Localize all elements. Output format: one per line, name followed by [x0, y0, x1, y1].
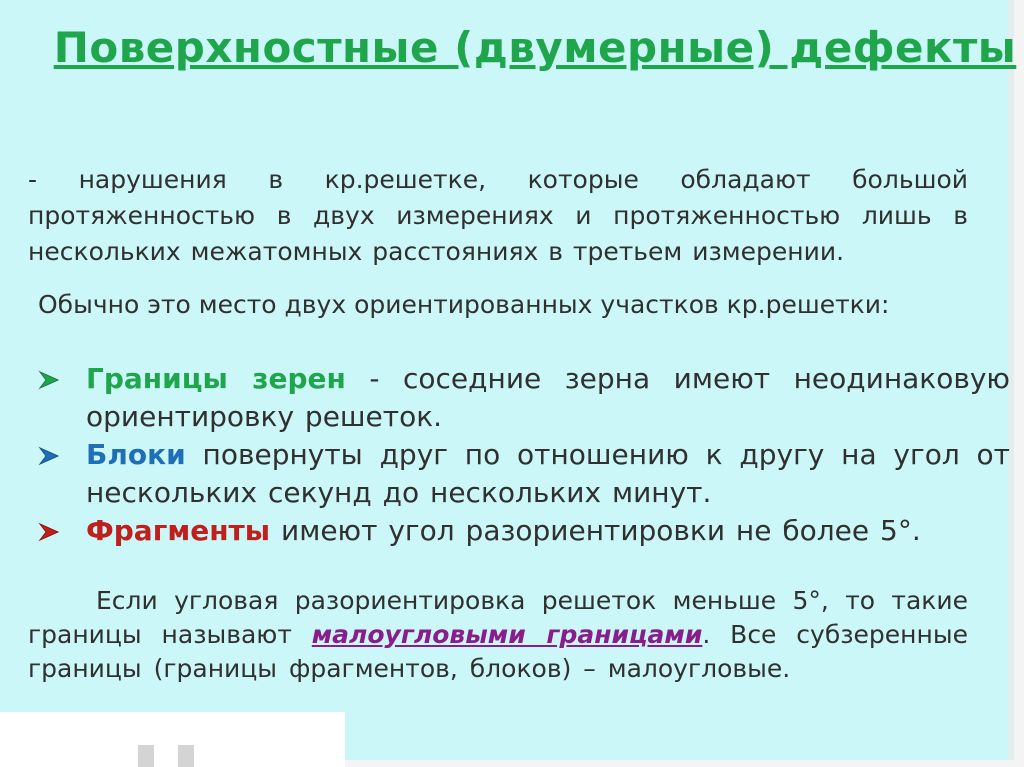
gray-square	[138, 745, 154, 767]
term-grain-boundaries: Границы зерен	[86, 362, 346, 395]
term-blocks: Блоки	[86, 438, 186, 471]
note-text-part2: . Все субзеренные границы (границы фрагментов, блоков) – малоугловые.	[28, 620, 968, 683]
arrow-bullet-icon	[38, 446, 60, 466]
list-item-grain-boundaries	[38, 360, 1010, 436]
desc-blocks: повернуты друг по отношению к другу на угол от нескольких секунд до нескольких минут.	[86, 438, 1010, 509]
intro-text: Обычно это место двух ориентированных участков кр.решетки:	[38, 290, 890, 319]
note-highlight: малоугловыми границами	[311, 620, 703, 649]
definition-text: - нарушения в кр.решетке, которые обладают большой протяженностью в двух измерениях и протяженностью лишь в нескольких межатомных расстояниях в третьем измерении.	[28, 165, 968, 266]
slide-title: Поверхностные (двумерные) дефекты	[53, 23, 1017, 72]
term-fragments: Фрагменты	[86, 514, 271, 547]
list-item-blocks	[38, 436, 1010, 512]
desc-fragments: имеют угол разориентировки не более 5°.	[270, 514, 921, 547]
arrow-bullet-icon	[38, 370, 60, 390]
note-paragraph	[28, 584, 968, 686]
gray-square	[178, 745, 194, 767]
defect-types-list	[38, 360, 1010, 550]
arrow-bullet-icon	[38, 522, 60, 542]
desc-grain-boundaries: - соседние зерна имеют неодинаковую ориентировку решеток.	[86, 362, 1010, 433]
white-corner-patch	[0, 712, 345, 767]
list-item-fragments	[38, 512, 1010, 550]
note-text-part1: Если угловая разориентировка решеток меньше 5°, то такие границы называют	[28, 586, 968, 649]
